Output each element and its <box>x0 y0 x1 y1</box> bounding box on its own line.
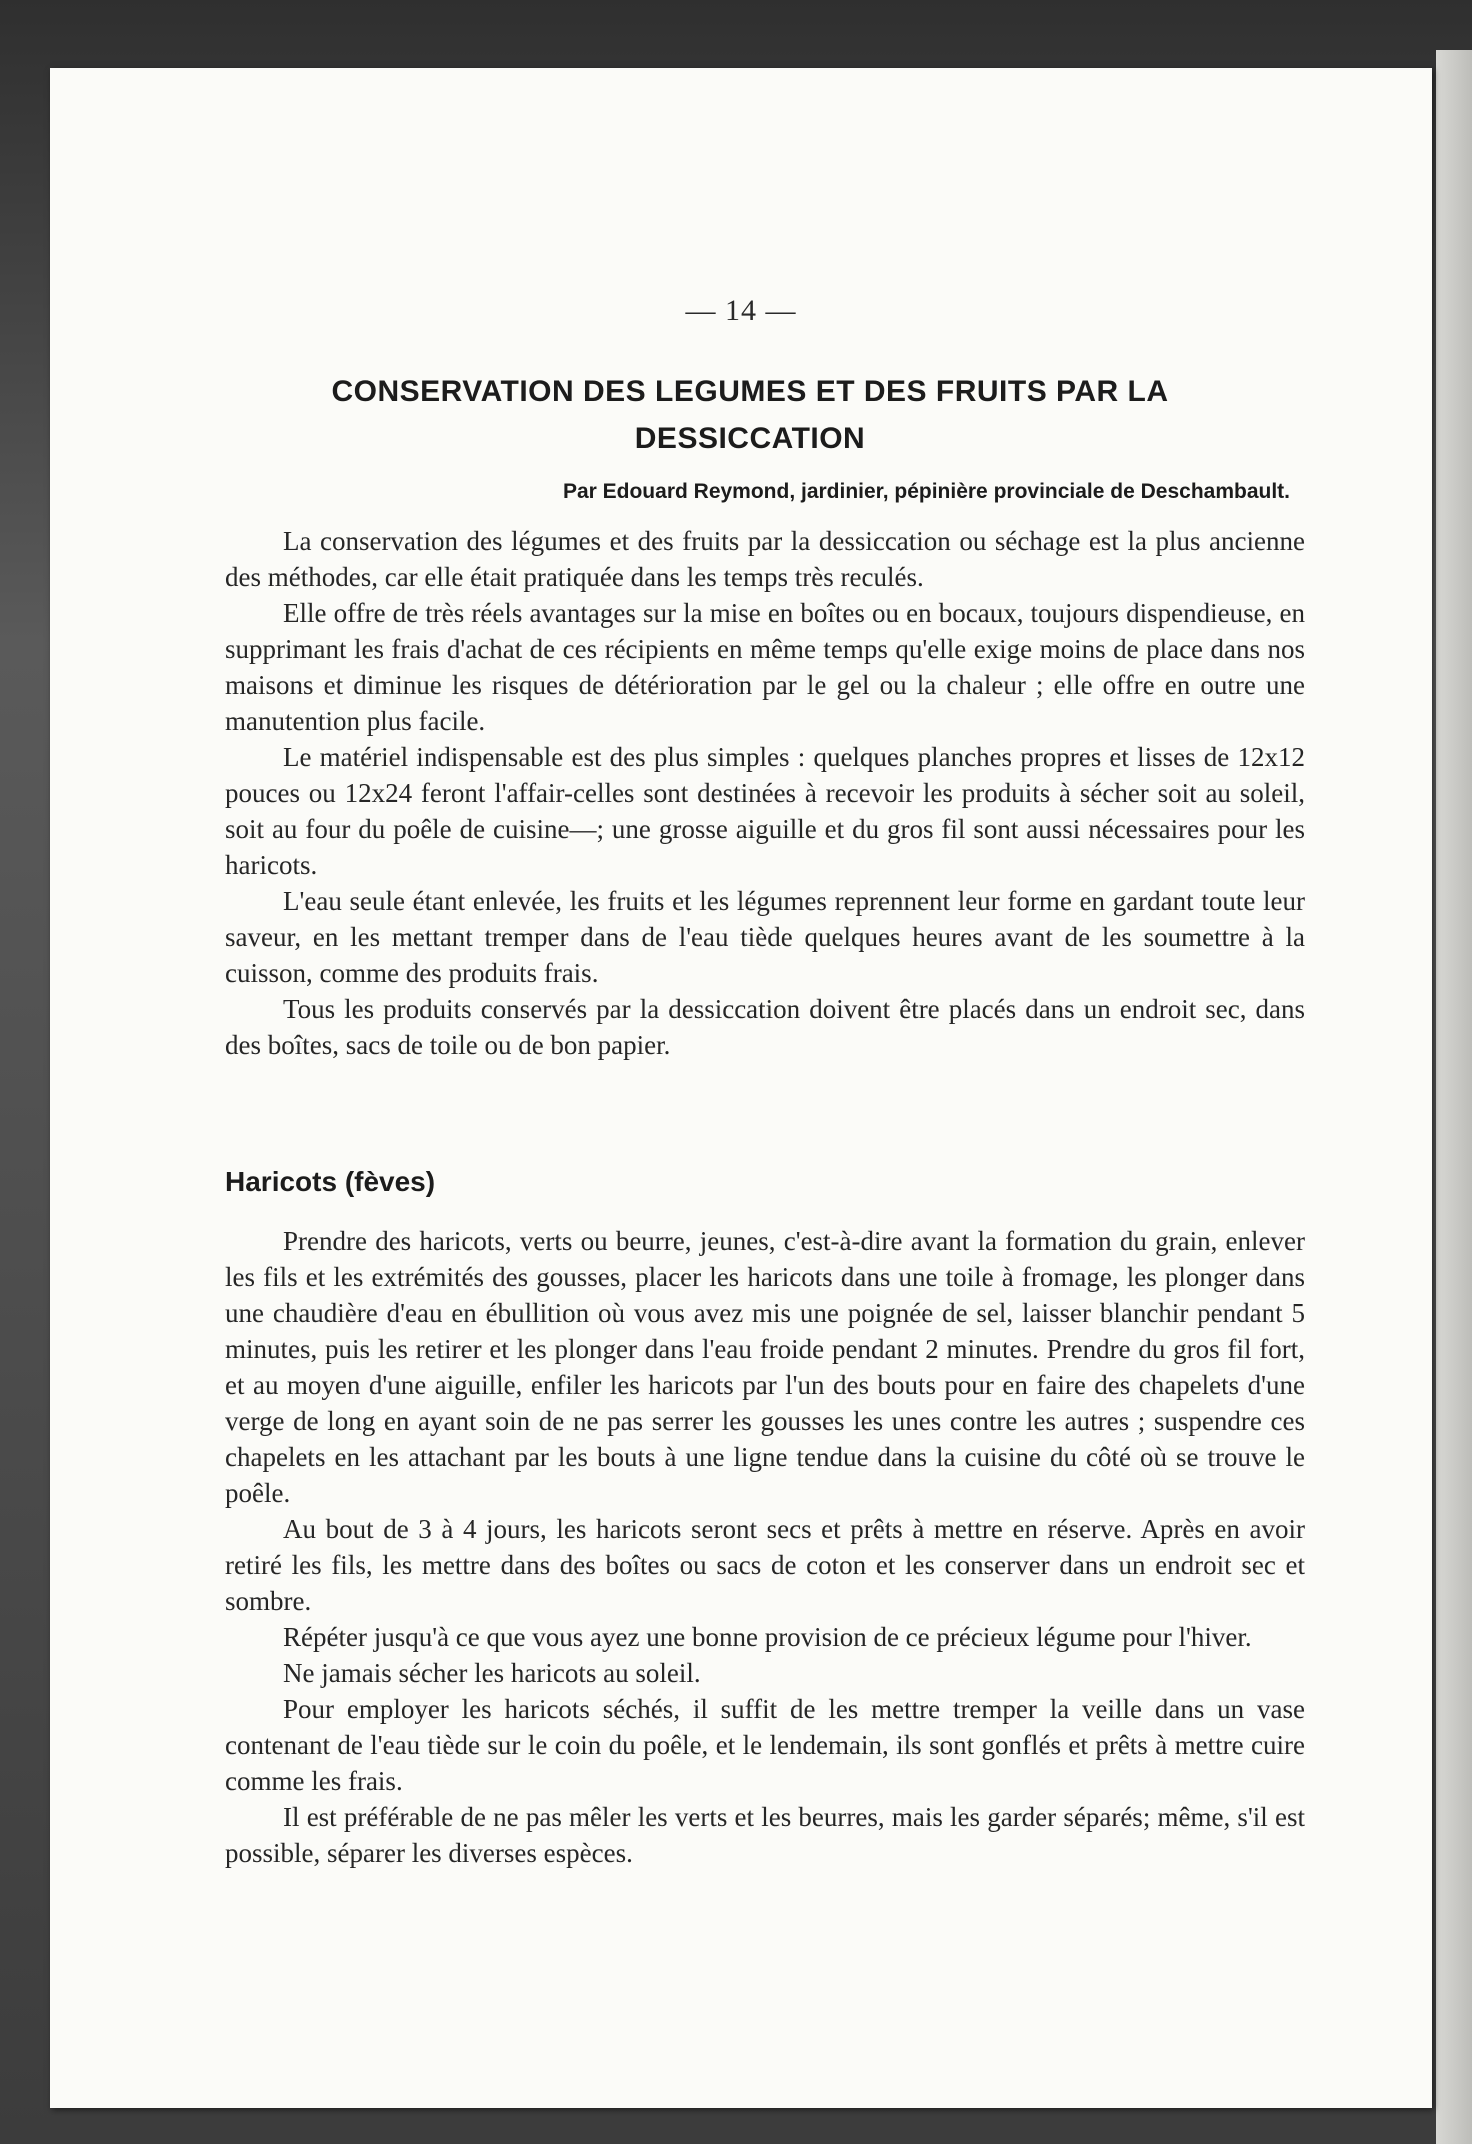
adjacent-page-edge <box>1436 50 1472 2144</box>
paragraph: Tous les produits conservés par la dessiccation doivent être placés dans un endroit sec, dans des boîtes, sacs de toile ou de bon papier. <box>225 994 1305 1060</box>
paragraph: Elle offre de très réels avantages sur la mise en boîtes ou en bocaux, toujours dispendieuse, en supprimant les frais d'achat de ces récipients en même temps qu'elle exige moins de place dans nos maisons et diminue les risques de détérioration par le gel ou la chaleur ; elle offre en outre une manutention plus facile. <box>225 598 1305 736</box>
paragraph: Le matériel indispensable est des plus simples : quelques planches propres et lisses de 12x12 pouces ou 12x24 feront l'affair-celles sont destinées à recevoir les produits à sécher soit au soleil, soit au four du poêle de cuisine—; une grosse aiguille et du gros fil sont aussi nécessaires pour les haricots. <box>225 742 1305 880</box>
paragraph: Répéter jusqu'à ce que vous ayez une bonne provision de ce précieux légume pour l'hiver. <box>283 1622 1252 1652</box>
paragraph: L'eau seule étant enlevée, les fruits et les légumes reprennent leur forme en gardant toute leur saveur, en les mettant tremper dans de l'eau tiède quelques heures avant de les soumettre à la cuisson, comme des produits frais. <box>225 886 1305 988</box>
paragraph: Il est préférable de ne pas mêler les verts et les beurres, mais les garder séparés; même, s'il est possible, séparer les diverses espèces. <box>225 1802 1305 1868</box>
paragraph: Ne jamais sécher les haricots au soleil. <box>283 1658 701 1688</box>
document-page <box>50 68 1432 2108</box>
page-number: — 14 — <box>685 294 797 327</box>
paragraph: Pour employer les haricots séchés, il suffit de les mettre tremper la veille dans un vase contenant de l'eau tiède sur le coin du poêle, et le lendemain, ils sont gonflés et prêts à mettre cuire comme les frais. <box>225 1694 1305 1796</box>
section-text <box>225 1223 1305 1871</box>
paragraph: Prendre des haricots, verts ou beurre, jeunes, c'est-à-dire avant la formation du grain, enlever les fils et les extrémités des gousses, placer les haricots dans une toile à fromage, les plonger dans une chaudière d'eau en ébullition où vous avez mis une poignée de sel, laisser blanchir pendant 5 minutes, puis les retirer et les plonger dans l'eau froide pendant 2 minutes. Prendre du gros fil fort, et au moyen d'une aiguille, enfiler les haricots par l'un des bouts pour en faire des chapelets d'une verge de long en ayant soin de ne pas serrer les gousses les unes contre les autres ; suspendre ces chapelets en les attachant par les bouts à une ligne tendue dans la cuisine du côté où se trouve le poêle. <box>225 1226 1305 1508</box>
intro-text <box>225 523 1305 1063</box>
author-byline: Par Edouard Reymond, jardinier, pépinière provinciale de Deschambault. <box>562 480 1290 503</box>
paragraph: Au bout de 3 à 4 jours, les haricots seront secs et prêts à mettre en réserve. Après en avoir retiré les fils, les mettre dans des boîtes ou sacs de coton et les conserver dans un endroit sec et sombre. <box>225 1514 1305 1616</box>
section-heading: Haricots (fèves) <box>225 1166 436 1197</box>
paragraph: La conservation des légumes et des fruits par la dessiccation ou séchage est la plus ancienne des méthodes, car elle était pratiquée dans les temps très reculés. <box>225 526 1305 592</box>
document-title: CONSERVATION DES LEGUMES ET DES FRUITS PAR LA DESSICCATION <box>331 375 1169 455</box>
